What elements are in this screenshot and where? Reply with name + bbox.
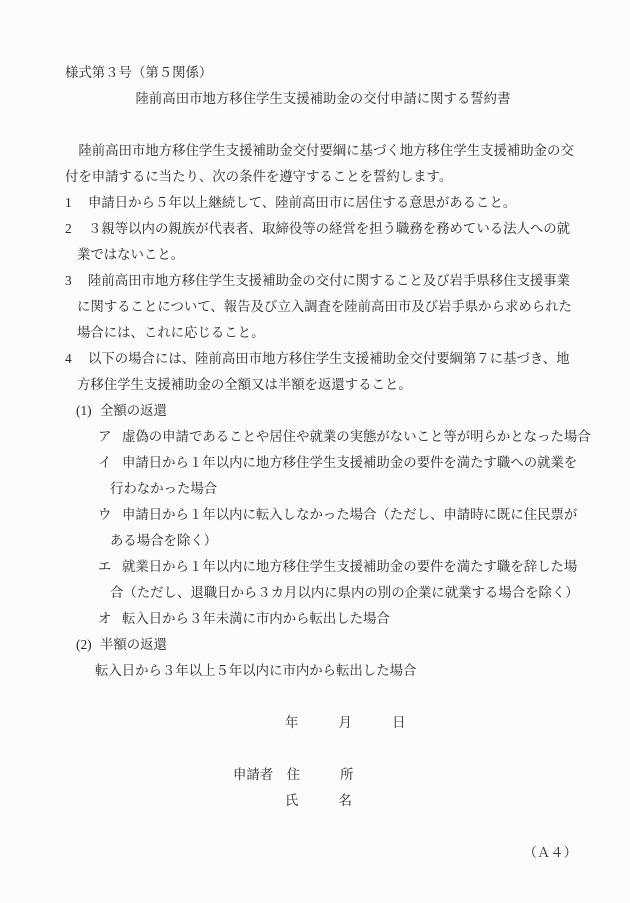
kana-item-line: ウ 申請日から１年以内に転入しなかった場合（ただし、申請時に既に住民票が <box>65 502 581 528</box>
clause-line: 業ではないこと。 <box>77 247 185 262</box>
intro-paragraph <box>65 138 581 190</box>
paper-size-label: （Ａ４） <box>523 845 577 860</box>
document-content <box>65 60 591 866</box>
kana-marker: ア <box>98 429 112 444</box>
clause-line: に関することについて、報告及び立入調査を陸前高田市及び岩手県から求められた <box>77 299 572 314</box>
kana-item-line: 行わなかった場合 <box>110 481 218 496</box>
kana-marker: イ <box>98 455 112 470</box>
kana-marker: エ <box>98 559 112 574</box>
clause-list <box>65 190 581 398</box>
signature-name-row <box>285 788 581 814</box>
clause-number: 3 <box>65 273 72 288</box>
document-title: 陸前高田市地方移住学生支援補助金の交付申請に関する誓約書 <box>135 91 511 106</box>
signature-block <box>233 762 581 788</box>
subsection-number: (1) <box>76 403 92 418</box>
subsection-label: (1) 全額の返還 <box>65 398 581 424</box>
spacer <box>65 736 581 762</box>
clause-line: 2 ３親等以内の親族が代表者、取締役等の経営を担う職務を務めている法人への就 <box>65 216 581 242</box>
clause-line: 1 申請日から５年以上継続して、陸前高田市に居住する意思があること。 <box>65 190 581 216</box>
clause-line: 4 以下の場合には、陸前高田市地方移住学生支援補助金交付要綱第７に基づき、地 <box>65 346 581 372</box>
clause-number: 4 <box>65 351 72 366</box>
kana-item-line: オ 転入日から３年未満に市内から転出した場合 <box>65 606 581 632</box>
clause-line: 方移住学生支援補助金の全額又は半額を返還すること。 <box>77 377 412 392</box>
kana-item-line: イ 申請日から１年以内に地方移住学生支援補助金の要件を満たす職への就業を <box>65 450 581 476</box>
kana-item-line: 合（ただし、退職日から３カ月以内に県内の別の企業に就業する場合を除く） <box>110 585 579 600</box>
kana-marker: ウ <box>98 507 112 522</box>
intro-line: 付を申請するに当たり、次の条件を遵守することを誓約します。 <box>65 169 453 184</box>
date-line: 年 月 日 <box>285 715 406 730</box>
subsection-number: (2) <box>76 637 92 652</box>
spacer <box>65 684 581 710</box>
clause-number: 2 <box>65 221 72 236</box>
applicant-label: 申請者 <box>233 767 274 782</box>
address-label: 住 所 <box>286 767 354 782</box>
subsection-list <box>65 398 591 684</box>
subsection-label: (2) 半額の返還 <box>65 632 581 658</box>
spacer <box>65 112 581 138</box>
kana-item-line: ア 虚偽の申請であることや居住や就業の実態がないこと等が明らかとなった場合 <box>65 424 581 450</box>
clause-line: 3 陸前高田市地方移住学生支援補助金の交付に関すること及び岩手県移住支援事業 <box>65 268 581 294</box>
intro-line: 陸前高田市地方移住学生支援補助金交付要綱に基づく地方移住学生支援補助金の交 <box>65 143 574 158</box>
clause-number: 1 <box>65 195 72 210</box>
clause-line: 場合には、これに応じること。 <box>77 325 265 340</box>
name-label: 氏 名 <box>285 793 352 808</box>
kana-marker: オ <box>98 611 112 626</box>
kana-item-line: エ 就業日から１年以内に地方移住学生支援補助金の要件を満たす職を辞した場 <box>65 554 581 580</box>
spacer <box>65 814 581 840</box>
form-number: 様式第３号（第５関係） <box>65 65 213 80</box>
subsection-body: 転入日から３年以上５年以内に市内から転出した場合 <box>95 663 417 678</box>
kana-item-line: ある場合を除く） <box>110 533 218 548</box>
